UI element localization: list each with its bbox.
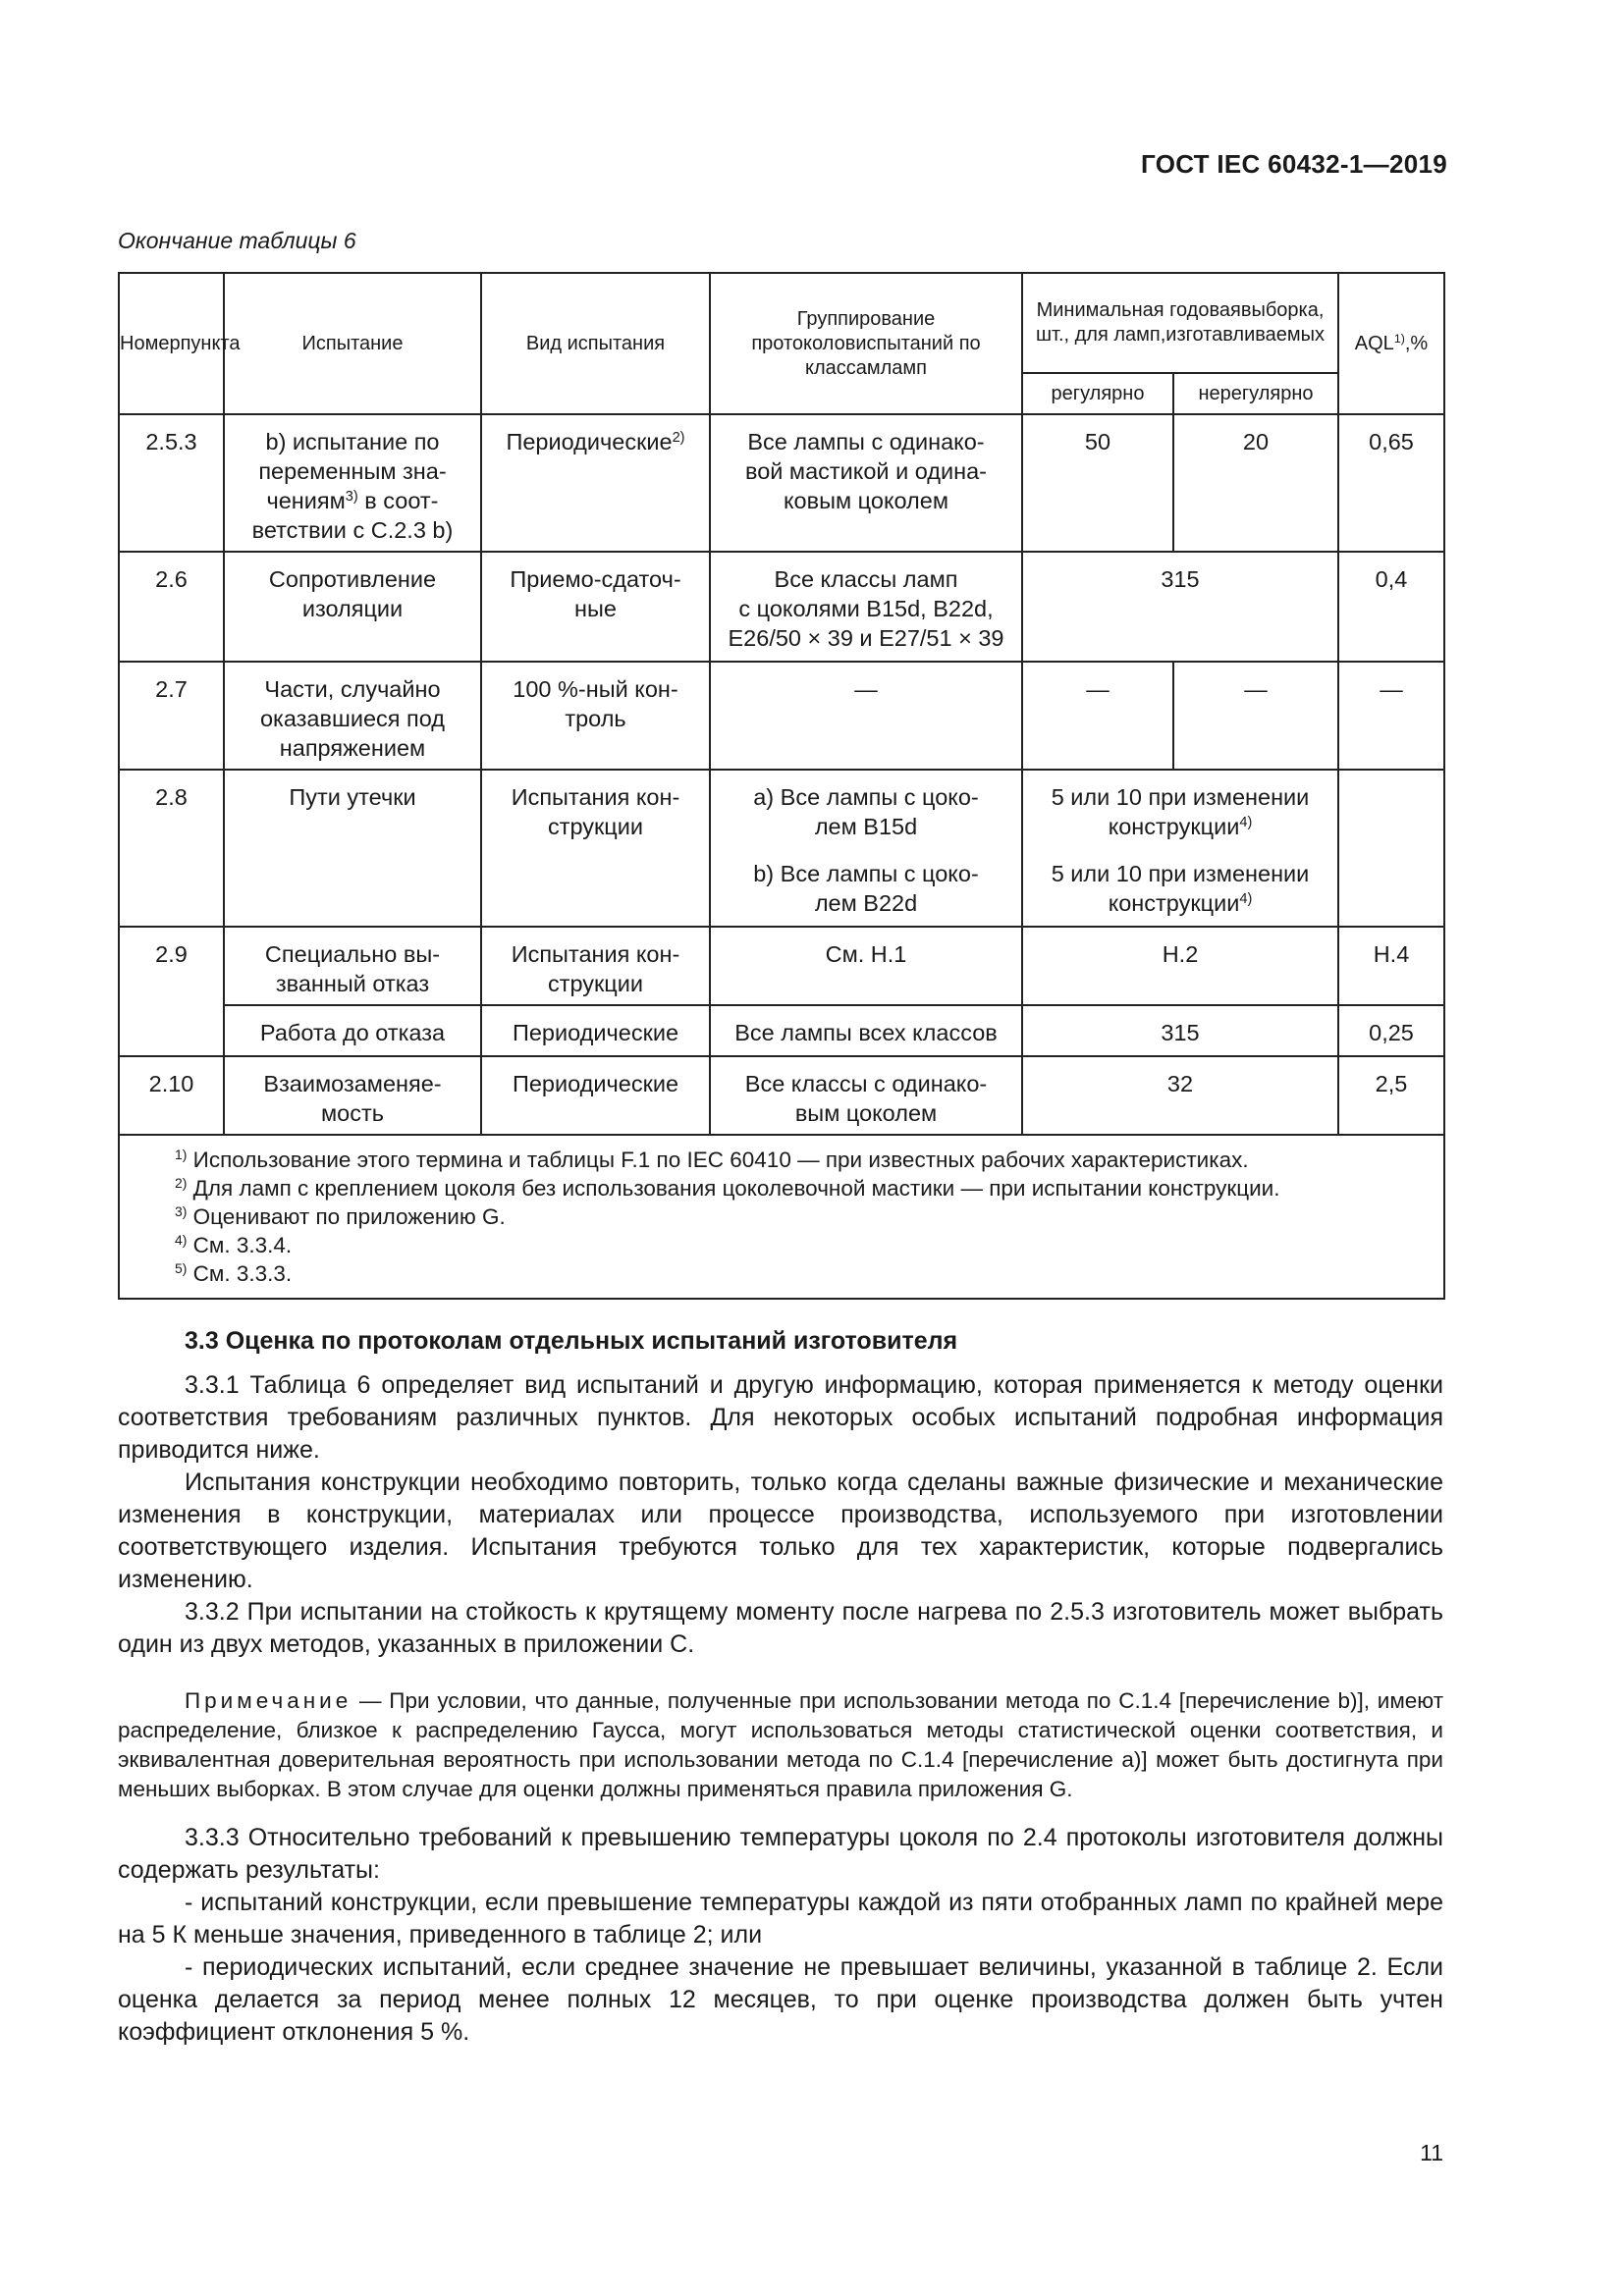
cell-test: Пути утечки xyxy=(224,770,481,927)
footnote: $^{4)}$ См. 3.3.4. xyxy=(175,1232,293,1257)
cell-test: Части, случайно оказавшиеся под напряжением xyxy=(224,662,481,770)
cell-sample: 5 или 10 при изменении конструкции$^{4)}$ 5 или 10 при изменении конструкции$^{4)}$ xyxy=(1022,770,1338,927)
cell-aql: Н.4 xyxy=(1338,927,1444,1005)
section-heading: 3.3 Оценка по протоколам отдельных испытаний изготовителя xyxy=(185,1327,958,1355)
cell-item-number: 2.10 xyxy=(119,1056,224,1135)
cell-item-number: 2.5.3 xyxy=(119,414,224,552)
footnote: $^{1)}$ Использование этого термина и таблицы F.1 по IEC 60410 — при известных рабочих характеристиках. xyxy=(175,1147,1249,1172)
cell-test-kind: Периодические$^{2)}$ xyxy=(481,414,710,552)
footnote: $^{2)}$ Для ламп с креплением цоколя без использования цоколевочной мастики — при испытании конструкции. xyxy=(175,1175,1280,1201)
header-test: Испытание xyxy=(224,273,481,414)
table-row xyxy=(119,770,1444,927)
paragraph: - периодических испытаний, если среднее значение не превышает величины, указанной в таблице 2. Если оценка делается за период менее полных 12 месяцев, то при оценке производства должен быть учтен коэффициент отклонения 5 %. xyxy=(118,1953,1443,2046)
table-row xyxy=(119,927,1444,1005)
cell-test: b) испытание по переменным зна- чениям$^{3)}$ в соот- ветствии с С.2.3 b) xyxy=(224,414,481,552)
header-grouping: Группирование протоколовиспытаний по классамламп xyxy=(710,273,1022,414)
cell-test: Взаимозаменяе- мость xyxy=(224,1056,481,1135)
cell-aql: 0,4 xyxy=(1338,552,1444,662)
cell-test-kind: Приемо-сдаточ- ные xyxy=(481,552,710,662)
cell-grouping: — xyxy=(710,662,1022,770)
table-footnotes xyxy=(119,1135,1444,1299)
header-regular: регулярно xyxy=(1022,373,1173,414)
cell-item-number: 2.9 xyxy=(119,927,224,1056)
table-6 xyxy=(118,272,1445,1300)
table-row xyxy=(119,1005,1444,1056)
section-body-upper xyxy=(118,1369,1443,1661)
header-irregular: нерегулярно xyxy=(1173,373,1338,414)
cell-test-kind: Периодические xyxy=(481,1056,710,1135)
cell-grouping: Все лампы всех классов xyxy=(710,1005,1022,1056)
cell-sample: 315 xyxy=(1022,552,1338,662)
cell-irregular: — xyxy=(1173,662,1338,770)
paragraph: 3.3.3 Относительно требований к превышению температуры цоколя по 2.4 протоколы изготовителя должны содержать результаты: xyxy=(118,1824,1443,1884)
header-min-sample: Минимальная годоваявыборка, шт., для ламп,изготавливаемых xyxy=(1022,273,1338,373)
header-item-number: Номерпункта xyxy=(119,273,224,414)
cell-test-kind: Испытания кон- струкции xyxy=(481,770,710,927)
cell-regular: — xyxy=(1022,662,1173,770)
cell-regular: 50 xyxy=(1022,414,1173,552)
cell-aql xyxy=(1338,770,1444,927)
cell-test: Сопротивление изоляции xyxy=(224,552,481,662)
cell-item-number: 2.8 xyxy=(119,770,224,927)
document-code: ГОСТ IEC 60432-1—2019 xyxy=(1141,149,1447,179)
cell-aql: 2,5 xyxy=(1338,1056,1444,1135)
cell-sample: 315 xyxy=(1022,1005,1338,1056)
cell-test-kind: Периодические xyxy=(481,1005,710,1056)
cell-grouping: Все классы с одинако- вым цоколем xyxy=(710,1056,1022,1135)
cell-aql: 0,25 xyxy=(1338,1005,1444,1056)
table-header-row xyxy=(119,273,1444,373)
header-aql: AQL$^{1)}$,% xyxy=(1338,273,1444,414)
note-text: — При условии, что данные, полученные при использовании метода по С.1.4 [перечисление b)], имеют распределение, близкое к распределению Гаусса, могут использоваться методы статистической оценки соответствия, и эквивалентная доверительная вероятность при использовании метода по С.1.4 [перечисление a)] может быть достигнута при меньших выборках. В этом случае для оценки должны применяться правила приложения G. xyxy=(118,1688,1443,1801)
cell-grouping: См. Н.1 xyxy=(710,927,1022,1005)
table-row xyxy=(119,1056,1444,1135)
cell-test: Специально вы- званный отказ xyxy=(224,927,481,1005)
table-caption: Окончание таблицы 6 xyxy=(118,228,356,253)
cell-test-kind: Испытания кон- струкции xyxy=(481,927,710,1005)
table-row xyxy=(119,662,1444,770)
cell-item-number: 2.6 xyxy=(119,552,224,662)
cell-aql: 0,65 xyxy=(1338,414,1444,552)
table-footnotes-row xyxy=(119,1135,1444,1299)
cell-grouping: Все лампы с одинако- вой мастикой и одина- ковым цоколем xyxy=(710,414,1022,552)
paragraph: 3.3.2 При испытании на стойкость к крутящему моменту после нагрева по 2.5.3 изготовитель может выбрать один из двух методов, указанных в приложении С. xyxy=(118,1598,1443,1658)
header-test-kind: Вид испытания xyxy=(481,273,710,414)
footnote: $^{5)}$ См. 3.3.3. xyxy=(175,1260,293,1286)
page-number: 11 xyxy=(1420,2140,1443,2165)
note-label: Примечание xyxy=(185,1688,352,1713)
paragraph: - испытаний конструкции, если превышение температуры каждой из пяти отобранных ламп по крайней мере на 5 К меньше значения, приведенного в таблице 2; или xyxy=(118,1889,1443,1949)
section-body-lower xyxy=(118,1822,1443,2049)
paragraph: 3.3.1 Таблица 6 определяет вид испытаний и другую информацию, которая применяется к методу оценки соответствия требованиям различных пунктов. Для некоторых особых испытаний подробная информация приводится ниже. xyxy=(118,1371,1443,1464)
cell-test-kind: 100 %-ный кон- троль xyxy=(481,662,710,770)
cell-item-number: 2.7 xyxy=(119,662,224,770)
note-paragraph xyxy=(118,1686,1443,1804)
cell-sample: 32 xyxy=(1022,1056,1338,1135)
table-row xyxy=(119,552,1444,662)
cell-irregular: 20 xyxy=(1173,414,1338,552)
cell-grouping: a) Все лампы с цоко- лем B15d b) Все лампы с цоко- лем B22d xyxy=(710,770,1022,927)
cell-aql: — xyxy=(1338,662,1444,770)
paragraph: Испытания конструкции необходимо повторить, только когда сделаны важные физические и механические изменения в конструкции, материалах или процессе производства, используемого при изготовлении соответствующего изделия. Испытания требуются только для тех характеристик, которые подвергались изменению. xyxy=(118,1468,1443,1593)
table-row xyxy=(119,414,1444,552)
cell-test: Работа до отказа xyxy=(224,1005,481,1056)
cell-grouping: Все классы ламп с цоколями B15d, B22d, E26/50 × 39 и E27/51 × 39 xyxy=(710,552,1022,662)
cell-sample: Н.2 xyxy=(1022,927,1338,1005)
footnote: $^{3)}$ Оценивают по приложению G. xyxy=(175,1203,506,1229)
